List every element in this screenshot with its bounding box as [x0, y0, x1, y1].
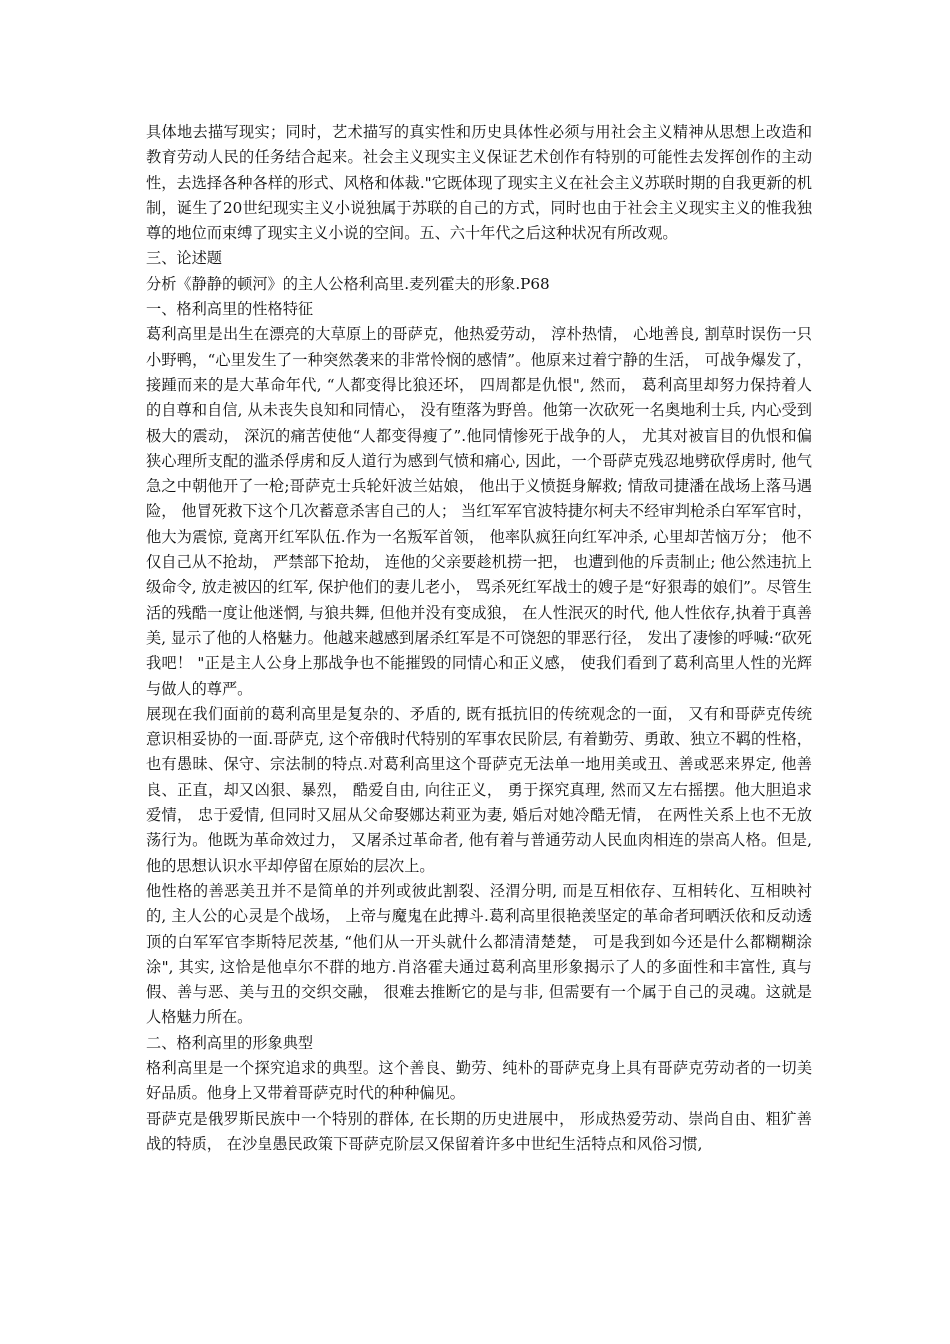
paragraph-image-1: 格利高里是一个探究追求的典型。这个善良、勤劳、纯朴的哥萨克身上具有哥萨克劳动者的一切美好品质。他身上又带着哥萨克时代的种种偏见。: [146, 1058, 812, 1103]
question-title: 分析《静静的顿河》的主人公格利高里.麦列霍夫的形象.P68: [146, 274, 550, 293]
paragraph-traits-3: 他性格的善恶美丑并不是简单的并列或彼此割裂、泾渭分明, 而是互相依存、互相转化、互相映衬的, 主人公的心灵是个战场， 上帝与魔鬼在此搏斗.葛利高里很艳羡坚定的革命者珂晒沃依和反动透顶的白军军官李斯特尼茨基, “他们从一开头就什么都清清楚楚， 可是我到如今还是什么都糊糊涂涂", 其实, 这恰是他卓尔不群的地方.肖洛霍夫通过葛利高里形象揭示了人的多面性和丰富性, 真与假、善与恶、美与丑的交织交融， 很难去推断它的是与非, 但需要有一个属于自己的灵魂。这就是人格魅力所在。: [146, 881, 812, 1027]
subheading-typical-image: 二、格利高里的形象典型: [146, 1033, 314, 1052]
paragraph-traits-2: 展现在我们面前的葛利高里是复杂的、矛盾的, 既有抵抗旧的传统观念的一面， 又有和哥萨克传统意识相妥协的一面.哥萨克, 这个帝俄时代特别的军事农民阶层, 有着勤劳、勇敢、独立不羁的性格， 也有愚昧、保守、宗法制的特点.对葛利高里这个哥萨克无法单一地用美或丑、善或恶来界定, 他善良、正直，却又凶狠、暴烈， 酷爱自由, 向往正义， 勇于探究真理, 然而又左右摇摆。他大胆追求爱情， 忠于爱情, 但同时又屈从父命娶娜达莉亚为妻, 婚后对她冷酷无情， 在两性关系上也不无放荡行为。他既为革命效过力， 又屠杀过革命者, 他有着与普通劳动人民血肉相连的崇高人格。但是, 他的思想认识水平却停留在原始的层次上。: [146, 704, 812, 875]
document-page: [146, 120, 812, 1157]
paragraph-intro: 具体地去描写现实；同时，艺术描写的真实性和历史具体性必须与用社会主义精神从思想上改造和教育劳动人民的任务结合起来。社会主义现实主义保证艺术创作有特别的可能性去发挥创作的主动性，去选择各种各样的形式、风格和体裁."它既体现了现实主义在社会主义苏联时期的自我更新的机制，诞生了20世纪现实主义小说独属于苏联的自己的方式，同时也由于社会主义现实主义的惟我独尊的地位而束缚了现实主义小说的空间。五、六十年代之后这种状况有所改观。: [146, 123, 812, 243]
paragraph-traits-1: 葛利高里是出生在漂亮的大草原上的哥萨克，他热爱劳动， 淳朴热情， 心地善良, 割草时误伤一只小野鸭，“心里发生了一种突然袭来的非常怜悯的感情”。他原来过着宁静的生活， 可战争爆发了， 接踵而来的是大革命年代, “人都变得比狼还坏， 四周都是仇恨", 然而， 葛利高里却努力保持着人的自尊和自信, 从未丧失良知和同情心， 没有堕落为野兽。他第一次砍死一名奥地利士兵, 内心受到极大的震动， 深沉的痛苦使他“人都变得瘦了”.他同情惨死于战争的人， 尤其对被盲目的仇恨和偏狭心理所支配的滥杀俘虏和反人道行为感到气愤和痛心, 因此，一个哥萨克残忍地劈砍俘虏时, 他气急之中朝他开了一枪;哥萨克士兵轮奸波兰姑娘， 他出于义愤挺身解救; 情敌司捷潘在战场上落马遇险， 他冒死救下这个几次蓄意杀害自己的人； 当红军军官波特捷尔柯夫不经审判枪杀白军军官时， 他大为震惊, 竟离开红军队伍.作为一名叛军首领， 他率队疯狂向红军冲杀, 心里却苦恼万分； 他不仅自己从不抢劫， 严禁部下抢劫， 连他的父亲要趁机捞一把， 也遭到他的斥责制止; 他公然违抗上级命令, 放走被囚的红军, 保护他们的妻儿老小， 骂杀死红军战士的嫂子是“好狠毒的娘们”。尽管生活的残酷一度让他迷惘, 与狼共舞, 但他并没有变成狼， 在人性泯灭的时代, 他人性依存,执着于真善美, 显示了他的人格魅力。他越来越感到屠杀红军是不可饶恕的罪恶行径， 发出了凄惨的呼喊:“砍死我吧！ "正是主人公身上那战争也不能摧毁的同情心和正义感， 使我们看到了葛利高里人性的光辉与做人的尊严。: [146, 325, 812, 698]
paragraph-image-2: 哥萨克是俄罗斯民族中一个特别的群体, 在长期的历史进展中， 形成热爱劳动、崇尚自由、粗犷善战的特质， 在沙皇愚民政策下哥萨克阶层又保留着许多中世纪生活特点和风俗习惯,: [146, 1109, 812, 1153]
subheading-character-traits: 一、格利高里的性格特征: [146, 300, 314, 319]
section-heading-essay: 三、论述题: [146, 249, 222, 268]
